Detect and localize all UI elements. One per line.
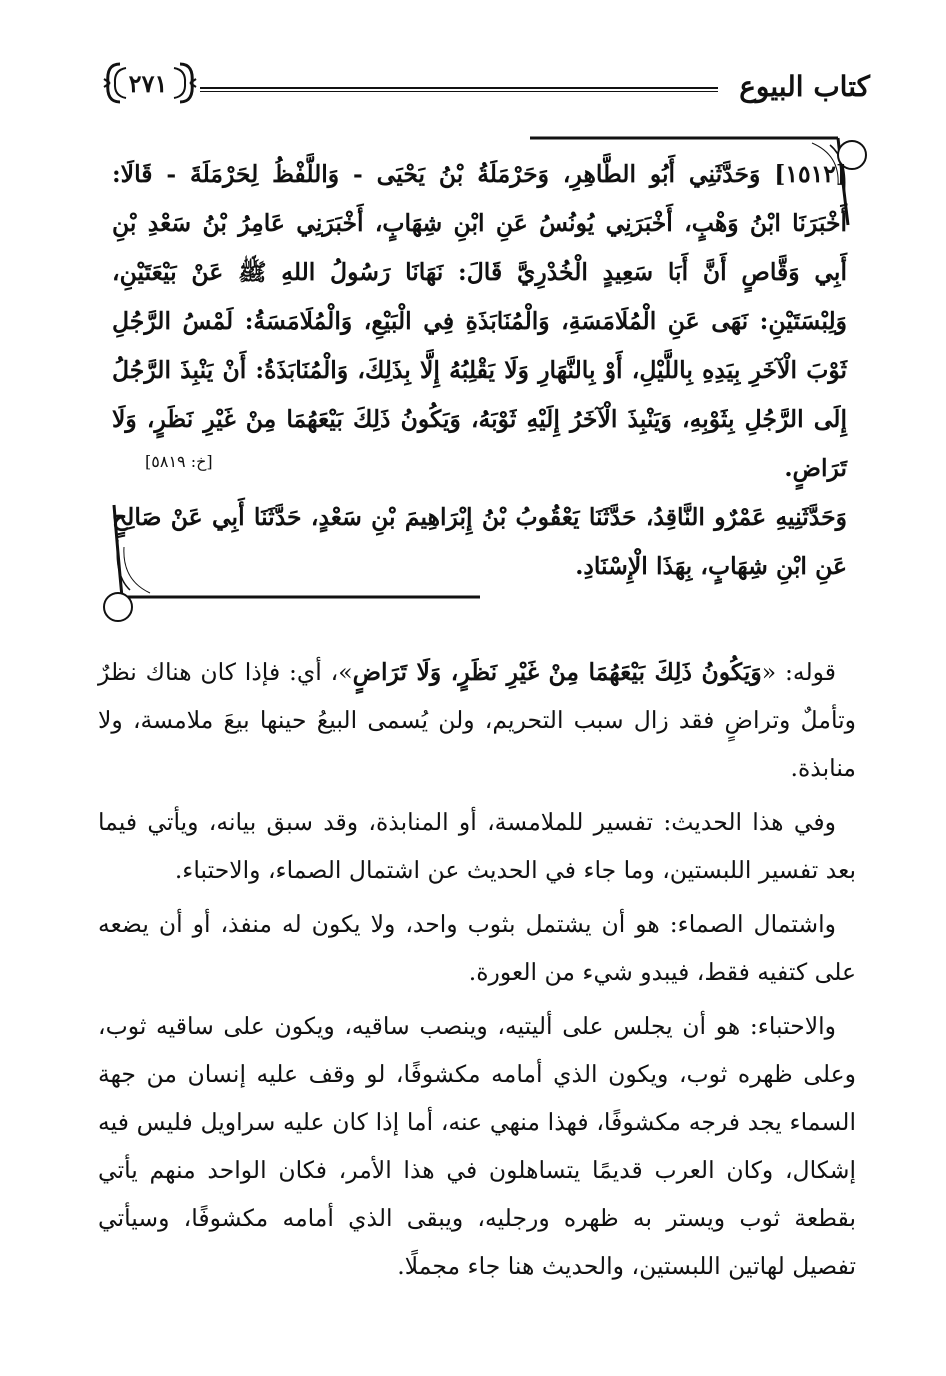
hadith-text-block [112,150,847,591]
hadith-body [112,150,847,493]
commentary-lead: قوله: « [761,658,836,686]
book-title: كتاب البيوع [739,70,870,103]
page-number: ٢٧١ [128,68,168,98]
header-rule [200,87,718,92]
commentary [98,648,856,1296]
commentary-rest: »، أي: فإذا كان هناك نظرٌ وتأملٌ وتراضٍ فقد زال سبب التحريم، ولن يُسمى البيعُ حينها بيعَ ملامسة، ولا منابذة. [98,658,856,782]
commentary-paragraph-4: والاحتباء: هو أن يجلس على أليتيه، وينصب ساقيه، ويكون على ساقيه ثوب، وعلى ظهره ثوب، ويكون الذي أمامه مكشوفًا، لو وقف عليه إنسان من جهة السماء يجد فرجه مكشوفًا، فهذا منهي عنه، أما إذا كان عليه سراويل فليس فيه إشكال، وكان العرب قديمًا يتساهلون في هذا الأمر، فكان الواحد منهم يأتي بقطعة ثوب ويستر به ظهره ورجليه، ويبقى الذي أمامه مكشوفًا، وسيأتي تفصيل لهاتين اللبستين، والحديث هنا جاء مجملًا. [98,1012,856,1280]
page-header [100,60,870,110]
hadith-number: [١٥١٢] [774,160,848,188]
commentary-paragraph-2: وفي هذا الحديث: تفسير للملامسة، أو المنابذة، وقد سبق بيانه، ويأتي فيما بعد تفسير اللبستين، وما جاء في الحديث عن اشتمال الصماء، والاحتباء. [98,808,856,884]
hadith-chain: وَحَدَّثَنِيهِ عَمْرٌو النَّاقِدُ، حَدَّثَنَا يَعْقُوبُ بْنُ إِبْرَاهِيمَ بْنِ سَعْدٍ، حَدَّثَنَا أَبِي عَنْ صَالِحٍ عَنِ ابْنِ شِهَابٍ، بِهَذَا الْإِسْنَادِ. [112,503,847,580]
hadith-matn: وَحَدَّثَنِي أَبُو الطَّاهِرِ، وَحَرْمَلَةُ بْنُ يَحْيَى - وَاللَّفْظُ لِحَرْمَلَةَ - قَالَا: أَخْبَرَنَا ابْنُ وَهْبٍ، أَخْبَرَنِي يُونُسُ عَنِ ابْنِ شِهَابٍ، أَخْبَرَنِي عَامِرُ بْنُ سَعْدِ بْنِ أَبِي وَقَّاصٍ أَنَّ أَبَا سَعِيدٍ الْخُدْرِيَّ قَالَ: نَهَانَا رَسُولُ اللهِ ﷺ عَنْ بَيْعَتَيْنِ، وَلِبْسَتَيْنِ: نَهَى عَنِ الْمُلَامَسَةِ، وَالْمُنَابَذَةِ فِي الْبَيْعِ، وَالْمُلَامَسَةُ: لَمْسُ الرَّجُلِ ثَوْبَ الْآخَرِ بِيَدِهِ بِاللَّيْلِ، أَوْ بِالنَّهَارِ وَلَا يَقْلِبُهُ إِلَّا بِذَلِكَ، وَالْمُنَابَذَةُ: أَنْ يَنْبِذَ الرَّجُلُ إِلَى الرَّجُلِ بِثَوْبِهِ، وَيَنْبِذَ الْآخَرُ إِلَيْهِ ثَوْبَهُ، وَيَكُونُ ذَلِكَ بَيْعَهُمَا مِنْ غَيْرِ نَظَرٍ، وَلَا تَرَاضٍ. [112,160,847,482]
hadith-reference: [خ: ٥٨١٩] [145,452,213,471]
commentary-paragraph-1 [98,648,856,792]
quoted-hadith-phrase: وَيَكُونُ ذَلِكَ بَيْعَهُمَا مِنْ غَيْرِ نَظَرٍ، وَلَا تَرَاضٍ [352,658,762,686]
commentary-paragraph-3: واشتمال الصماء: هو أن يشتمل بثوب واحد، ولا يكون له منفذ، أو أن يضعه على كتفيه فقط، فيبدو شيء من العورة. [98,910,856,986]
